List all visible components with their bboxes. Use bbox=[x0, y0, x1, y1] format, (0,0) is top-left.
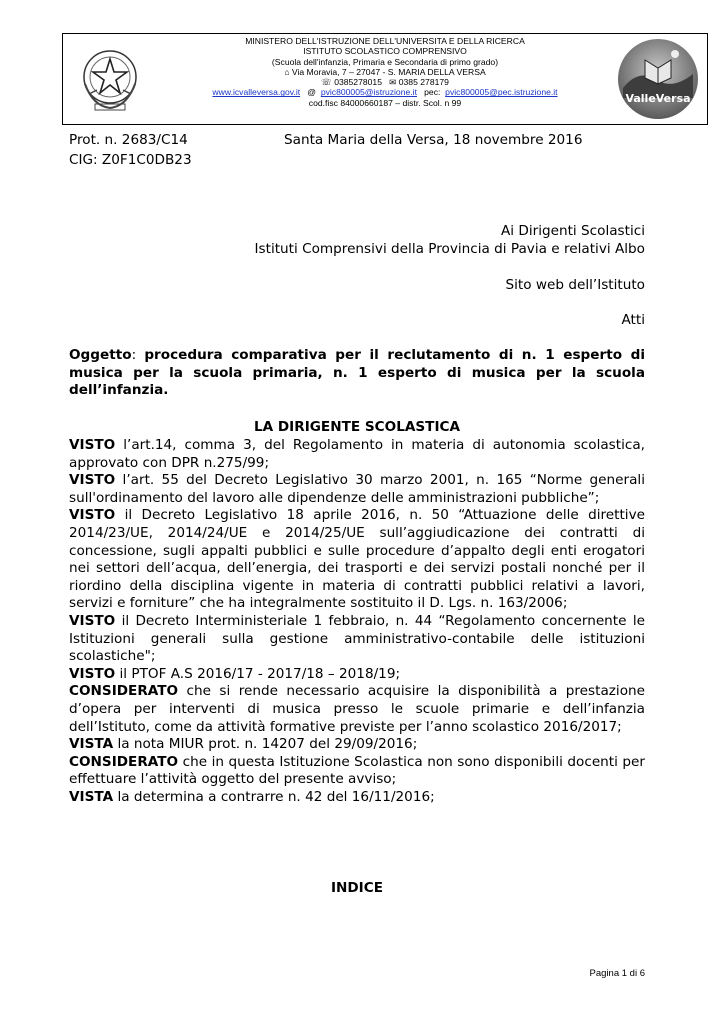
svg-text:ValleVersa: ValleVersa bbox=[625, 92, 691, 105]
italian-republic-emblem bbox=[75, 44, 145, 114]
subject-label: Oggetto bbox=[69, 347, 132, 363]
school-name: ISTITUTO SCOLASTICO COMPRENSIVO bbox=[303, 46, 467, 57]
subject-text: procedura comparativa per il reclutamento di n. 1 esperto di musica per la scuola primaria, n. 1 esperto di musica per la scuola dell’infanzia. bbox=[69, 347, 645, 399]
clause-item: VISTO il Decreto Legislativo 18 aprile 2016, n. 50 “Attuazione delle direttive 2014/23/UE, 2014/24/UE e 2014/25/UE sull’aggiudicazione dei contratti di concessione, sugli appalti pubblici e sulle procedure d’appalto degli enti erogatori nei settori dell’acqua, dell’energia, dei trasporti e dei servizi postali nonché per il riordino della disciplina vigente in materia di contratti pubblici relativi a lavori, servizi e forniture” che ha integralmente sostituito il D. Lgs. n. 163/2006; bbox=[69, 507, 645, 612]
pec-link[interactable]: pvic800005@pec.istruzione.it bbox=[445, 87, 558, 98]
clause-item: CONSIDERATO che si rende necessario acquisire la disponibilità a prestazione d’opera per interventi di musica presso le scuole primarie e dell’infanzia dell’Istituto, come da attività formative previste per l’anno scolastico 2016/2017; bbox=[69, 683, 645, 735]
cig-code: CIG: Z0F1C0DB23 bbox=[69, 152, 192, 168]
letterhead bbox=[62, 33, 708, 125]
fax-icon: ✉ bbox=[389, 77, 399, 88]
pec-label: pec: bbox=[424, 87, 441, 98]
codfisc: cod.fisc 84000660187 – distr. Scol. n 99 bbox=[308, 97, 462, 108]
school-address: ⌂ Via Moravia, 7 – 27047 - S. MARIA DELLA VERSA bbox=[284, 66, 486, 77]
clause-item: VISTO l’art.14, comma 3, del Regolamento in materia di autonomia scolastica, approvato con DPR n.275/99; bbox=[69, 437, 645, 471]
clause-item: CONSIDERATO che in questa Istituzione Scolastica non sono disponibili docenti per effettuare l’attività oggetto del presente avviso; bbox=[69, 753, 645, 788]
subject-block: Oggetto: procedura comparativa per il reclutamento di n. 1 esperto di musica per la scuola primaria, n. 1 esperto di musica per la scuola dell’infanzia. bbox=[69, 347, 645, 399]
clause-item: VISTA la determina a contrarre n. 42 del 16/11/2016; bbox=[69, 788, 435, 805]
phone-line: ☏ 0385278015 ✉ 0385 278179 bbox=[321, 77, 449, 88]
valleversa-logo bbox=[617, 38, 699, 120]
clause-item: VISTO il PTOF A.S 2016/17 - 2017/18 – 2018/19; bbox=[69, 665, 401, 682]
recipient-line: Sito web dell’Istituto bbox=[505, 277, 645, 293]
recipient-line: Istituti Comprensivi della Provincia di Pavia e relativi Albo bbox=[254, 241, 645, 257]
contacts-line: www.icvalleversa.gov.it @ pvic800005@istruzione.it pec: pvic800005@pec.istruzione.it bbox=[212, 87, 558, 98]
school-type: (Scuola dell'infanzia, Primaria e Secondaria di primo grado) bbox=[271, 56, 499, 67]
index-heading: INDICE bbox=[330, 880, 384, 896]
section-heading: LA DIRIGENTE SCOLASTICA bbox=[253, 419, 461, 435]
email-link[interactable]: pvic800005@istruzione.it bbox=[320, 87, 417, 98]
clause-item: VISTO il Decreto Interministeriale 1 febbraio, n. 44 “Regolamento concernente le Istituzioni generali sulla gestione amministrativo-contabile delle istituzioni scolastiche"; bbox=[69, 612, 645, 665]
clause-item: VISTA la nota MIUR prot. n. 14207 del 29/09/2016; bbox=[69, 736, 418, 753]
clause-item: VISTO l’art. 55 del Decreto Legislativo 30 marzo 2001, n. 165 “Norme generali sull'ordinamento del lavoro alle dipendenze delle amministrazioni pubbliche”; bbox=[69, 472, 645, 506]
home-icon: ⌂ bbox=[284, 66, 292, 77]
recipient-line: Atti bbox=[621, 312, 645, 328]
website-link[interactable]: www.icvalleversa.gov.it bbox=[212, 87, 301, 98]
page-number: Pagina 1 di 6 bbox=[589, 968, 645, 979]
place-date: Santa Maria della Versa, 18 novembre 2016 bbox=[284, 132, 583, 148]
clauses bbox=[69, 437, 645, 806]
recipient-line: Ai Dirigenti Scolastici bbox=[500, 223, 645, 239]
ministry-line: MINISTERO DELL'ISTRUZIONE DELL'UNIVERSITA E DELLA RICERCA bbox=[245, 36, 525, 46]
phone-icon: ☏ bbox=[321, 77, 335, 88]
protocol-number: Prot. n. 2683/C14 bbox=[69, 132, 188, 148]
